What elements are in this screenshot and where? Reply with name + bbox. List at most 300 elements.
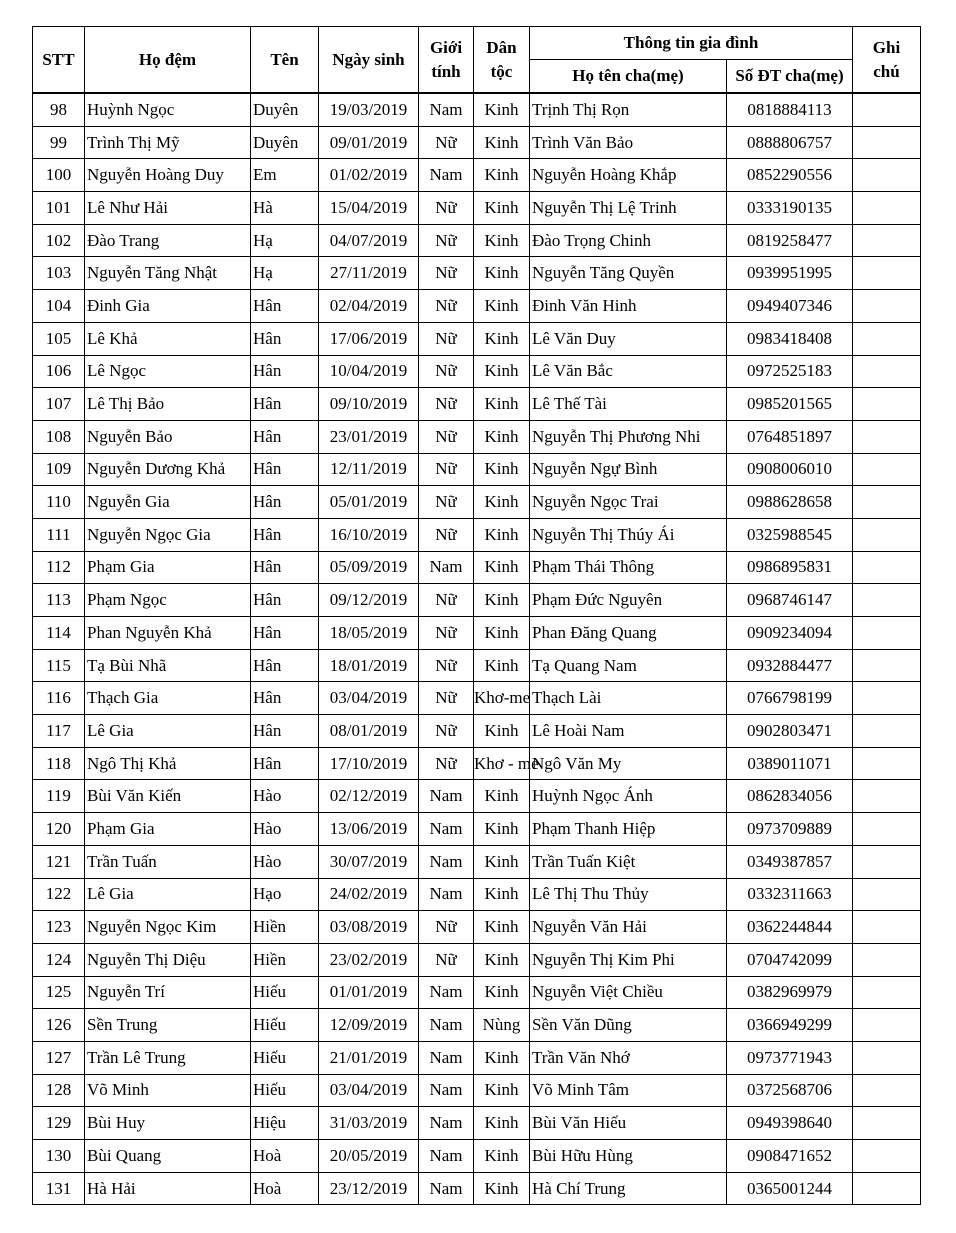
cell-dan-toc: Kinh bbox=[474, 1041, 530, 1074]
table-row bbox=[33, 224, 921, 257]
header-stt: STT bbox=[33, 27, 85, 94]
cell-ghi-chu bbox=[853, 682, 921, 715]
cell-parent-name: Nguyễn Hoàng Khắp bbox=[530, 159, 727, 192]
cell-ghi-chu bbox=[853, 192, 921, 225]
cell-ho-dem: Lê Gia bbox=[85, 878, 251, 911]
cell-ngay-sinh: 23/12/2019 bbox=[319, 1172, 419, 1205]
cell-parent-name: Võ Minh Tâm bbox=[530, 1074, 727, 1107]
cell-ngay-sinh: 10/04/2019 bbox=[319, 355, 419, 388]
cell-parent-phone: 0983418408 bbox=[727, 322, 853, 355]
cell-stt: 110 bbox=[33, 486, 85, 519]
cell-ghi-chu bbox=[853, 159, 921, 192]
cell-gioi-tinh: Nữ bbox=[419, 617, 474, 650]
header-ho-dem: Họ đệm bbox=[85, 27, 251, 94]
cell-ngay-sinh: 01/02/2019 bbox=[319, 159, 419, 192]
cell-ghi-chu bbox=[853, 551, 921, 584]
cell-stt: 99 bbox=[33, 126, 85, 159]
cell-gioi-tinh: Nữ bbox=[419, 715, 474, 748]
table-row bbox=[33, 355, 921, 388]
cell-gioi-tinh: Nữ bbox=[419, 224, 474, 257]
header-parent-phone: Số ĐT cha(mẹ) bbox=[727, 60, 853, 94]
cell-ho-dem: Nguyễn Tăng Nhật bbox=[85, 257, 251, 290]
cell-parent-phone: 0333190135 bbox=[727, 192, 853, 225]
cell-gioi-tinh: Nam bbox=[419, 1009, 474, 1042]
cell-dan-toc: Kinh bbox=[474, 388, 530, 421]
cell-ngay-sinh: 20/05/2019 bbox=[319, 1140, 419, 1173]
header-ghi-chu: Ghi chú bbox=[853, 27, 921, 94]
cell-dan-toc: Kinh bbox=[474, 93, 530, 126]
cell-ghi-chu bbox=[853, 1009, 921, 1042]
cell-parent-name: Nguyễn Ngự Bình bbox=[530, 453, 727, 486]
cell-stt: 129 bbox=[33, 1107, 85, 1140]
cell-ho-dem: Nguyễn Ngọc Gia bbox=[85, 518, 251, 551]
cell-gioi-tinh: Nam bbox=[419, 845, 474, 878]
cell-gioi-tinh: Nữ bbox=[419, 420, 474, 453]
student-table bbox=[32, 26, 921, 1205]
cell-gioi-tinh: Nam bbox=[419, 976, 474, 1009]
cell-ten: Hiếu bbox=[251, 1074, 319, 1107]
cell-parent-name: Hà Chí Trung bbox=[530, 1172, 727, 1205]
cell-ghi-chu bbox=[853, 943, 921, 976]
cell-dan-toc: Kinh bbox=[474, 355, 530, 388]
cell-ngay-sinh: 09/01/2019 bbox=[319, 126, 419, 159]
cell-ten: Duyên bbox=[251, 126, 319, 159]
cell-ten: Hà bbox=[251, 192, 319, 225]
cell-ho-dem: Trình Thị Mỹ bbox=[85, 126, 251, 159]
cell-ten: Hân bbox=[251, 453, 319, 486]
cell-ten: Hào bbox=[251, 780, 319, 813]
cell-ho-dem: Đào Trang bbox=[85, 224, 251, 257]
cell-stt: 128 bbox=[33, 1074, 85, 1107]
cell-parent-name: Nguyễn Thị Phương Nhi bbox=[530, 420, 727, 453]
cell-ten: Em bbox=[251, 159, 319, 192]
cell-parent-phone: 0766798199 bbox=[727, 682, 853, 715]
cell-dan-toc: Kinh bbox=[474, 551, 530, 584]
cell-parent-name: Lê Hoài Nam bbox=[530, 715, 727, 748]
table-row bbox=[33, 682, 921, 715]
cell-ghi-chu bbox=[853, 257, 921, 290]
table-row bbox=[33, 845, 921, 878]
cell-parent-phone: 0382969979 bbox=[727, 976, 853, 1009]
cell-dan-toc: Kinh bbox=[474, 976, 530, 1009]
cell-ho-dem: Nguyễn Thị Diệu bbox=[85, 943, 251, 976]
cell-ngay-sinh: 05/09/2019 bbox=[319, 551, 419, 584]
cell-ho-dem: Phạm Ngọc bbox=[85, 584, 251, 617]
cell-ho-dem: Bùi Huy bbox=[85, 1107, 251, 1140]
cell-ghi-chu bbox=[853, 780, 921, 813]
cell-ten: Hiếu bbox=[251, 1041, 319, 1074]
cell-ten: Hoà bbox=[251, 1140, 319, 1173]
cell-gioi-tinh: Nữ bbox=[419, 355, 474, 388]
cell-ghi-chu bbox=[853, 1041, 921, 1074]
cell-ten: Hào bbox=[251, 813, 319, 846]
cell-ho-dem: Võ Minh bbox=[85, 1074, 251, 1107]
cell-dan-toc: Kinh bbox=[474, 224, 530, 257]
cell-ghi-chu bbox=[853, 290, 921, 323]
cell-stt: 105 bbox=[33, 322, 85, 355]
cell-gioi-tinh: Nữ bbox=[419, 453, 474, 486]
cell-parent-phone: 0973709889 bbox=[727, 813, 853, 846]
cell-ten: Hân bbox=[251, 420, 319, 453]
cell-dan-toc: Kinh bbox=[474, 780, 530, 813]
cell-gioi-tinh: Nữ bbox=[419, 682, 474, 715]
cell-stt: 123 bbox=[33, 911, 85, 944]
cell-stt: 118 bbox=[33, 747, 85, 780]
cell-ghi-chu bbox=[853, 1172, 921, 1205]
table-row bbox=[33, 290, 921, 323]
cell-gioi-tinh: Nữ bbox=[419, 911, 474, 944]
cell-parent-phone: 0704742099 bbox=[727, 943, 853, 976]
cell-stt: 113 bbox=[33, 584, 85, 617]
cell-stt: 127 bbox=[33, 1041, 85, 1074]
cell-ten: Duyên bbox=[251, 93, 319, 126]
header-ngay-sinh: Ngày sinh bbox=[319, 27, 419, 94]
cell-ngay-sinh: 18/01/2019 bbox=[319, 649, 419, 682]
cell-ngay-sinh: 01/01/2019 bbox=[319, 976, 419, 1009]
table-row bbox=[33, 584, 921, 617]
cell-ho-dem: Nguyễn Gia bbox=[85, 486, 251, 519]
cell-gioi-tinh: Nữ bbox=[419, 518, 474, 551]
table-row bbox=[33, 551, 921, 584]
cell-ghi-chu bbox=[853, 1107, 921, 1140]
cell-dan-toc: Kinh bbox=[474, 813, 530, 846]
cell-ngay-sinh: 02/04/2019 bbox=[319, 290, 419, 323]
cell-ten: Hiền bbox=[251, 943, 319, 976]
cell-ngay-sinh: 12/11/2019 bbox=[319, 453, 419, 486]
cell-ghi-chu bbox=[853, 388, 921, 421]
cell-parent-phone: 0372568706 bbox=[727, 1074, 853, 1107]
table-row bbox=[33, 813, 921, 846]
cell-ho-dem: Nguyễn Ngọc Kim bbox=[85, 911, 251, 944]
cell-dan-toc: Kinh bbox=[474, 290, 530, 323]
cell-ho-dem: Đinh Gia bbox=[85, 290, 251, 323]
cell-stt: 112 bbox=[33, 551, 85, 584]
cell-stt: 107 bbox=[33, 388, 85, 421]
cell-ho-dem: Bùi Văn Kiến bbox=[85, 780, 251, 813]
cell-ho-dem: Lê Thị Bảo bbox=[85, 388, 251, 421]
cell-ten: Hạ bbox=[251, 257, 319, 290]
cell-gioi-tinh: Nữ bbox=[419, 290, 474, 323]
table-row bbox=[33, 1009, 921, 1042]
cell-gioi-tinh: Nam bbox=[419, 1140, 474, 1173]
cell-dan-toc: Kinh bbox=[474, 715, 530, 748]
cell-parent-phone: 0909234094 bbox=[727, 617, 853, 650]
cell-ten: Hiếu bbox=[251, 976, 319, 1009]
cell-ngay-sinh: 30/07/2019 bbox=[319, 845, 419, 878]
cell-parent-phone: 0939951995 bbox=[727, 257, 853, 290]
cell-gioi-tinh: Nữ bbox=[419, 486, 474, 519]
cell-ghi-chu bbox=[853, 1140, 921, 1173]
cell-ho-dem: Nguyễn Dương Khả bbox=[85, 453, 251, 486]
cell-dan-toc: Kinh bbox=[474, 420, 530, 453]
cell-parent-phone: 0973771943 bbox=[727, 1041, 853, 1074]
cell-stt: 109 bbox=[33, 453, 85, 486]
cell-dan-toc: Kinh bbox=[474, 845, 530, 878]
header-family-info: Thông tin gia đình bbox=[530, 27, 853, 60]
table-body bbox=[33, 93, 921, 1205]
cell-parent-name: Nguyễn Thị Kim Phi bbox=[530, 943, 727, 976]
cell-parent-name: Đào Trọng Chinh bbox=[530, 224, 727, 257]
cell-ghi-chu bbox=[853, 617, 921, 650]
cell-ten: Hân bbox=[251, 584, 319, 617]
cell-dan-toc: Kinh bbox=[474, 486, 530, 519]
table-row bbox=[33, 747, 921, 780]
table-row bbox=[33, 1041, 921, 1074]
cell-ngay-sinh: 17/10/2019 bbox=[319, 747, 419, 780]
cell-ngay-sinh: 09/10/2019 bbox=[319, 388, 419, 421]
cell-ghi-chu bbox=[853, 518, 921, 551]
cell-ghi-chu bbox=[853, 911, 921, 944]
cell-ho-dem: Bùi Quang bbox=[85, 1140, 251, 1173]
cell-gioi-tinh: Nữ bbox=[419, 584, 474, 617]
cell-parent-name: Trình Văn Bảo bbox=[530, 126, 727, 159]
cell-ghi-chu bbox=[853, 747, 921, 780]
cell-stt: 124 bbox=[33, 943, 85, 976]
cell-dan-toc: Khơ - me bbox=[474, 747, 530, 780]
cell-parent-name: Nguyễn Văn Hải bbox=[530, 911, 727, 944]
cell-ho-dem: Tạ Bùi Nhã bbox=[85, 649, 251, 682]
table-row bbox=[33, 453, 921, 486]
cell-ngay-sinh: 09/12/2019 bbox=[319, 584, 419, 617]
cell-gioi-tinh: Nam bbox=[419, 1041, 474, 1074]
header-ten: Tên bbox=[251, 27, 319, 94]
cell-ghi-chu bbox=[853, 126, 921, 159]
cell-parent-phone: 0389011071 bbox=[727, 747, 853, 780]
cell-parent-phone: 0968746147 bbox=[727, 584, 853, 617]
table-row bbox=[33, 1140, 921, 1173]
table-row bbox=[33, 878, 921, 911]
cell-ten: Hiếu bbox=[251, 1009, 319, 1042]
cell-ghi-chu bbox=[853, 453, 921, 486]
cell-ghi-chu bbox=[853, 976, 921, 1009]
cell-parent-name: Nguyễn Thị Thúy Ái bbox=[530, 518, 727, 551]
cell-stt: 119 bbox=[33, 780, 85, 813]
table-row bbox=[33, 649, 921, 682]
cell-ghi-chu bbox=[853, 224, 921, 257]
cell-ho-dem: Nguyễn Bảo bbox=[85, 420, 251, 453]
table-row bbox=[33, 93, 921, 126]
cell-parent-name: Huỳnh Ngọc Ánh bbox=[530, 780, 727, 813]
cell-ngay-sinh: 18/05/2019 bbox=[319, 617, 419, 650]
cell-ho-dem: Hà Hải bbox=[85, 1172, 251, 1205]
cell-ten: Hào bbox=[251, 845, 319, 878]
cell-parent-name: Thạch Lài bbox=[530, 682, 727, 715]
cell-ngay-sinh: 03/08/2019 bbox=[319, 911, 419, 944]
cell-dan-toc: Kinh bbox=[474, 518, 530, 551]
cell-dan-toc: Kinh bbox=[474, 911, 530, 944]
cell-ngay-sinh: 31/03/2019 bbox=[319, 1107, 419, 1140]
cell-ten: Hiệu bbox=[251, 1107, 319, 1140]
cell-stt: 115 bbox=[33, 649, 85, 682]
cell-dan-toc: Kinh bbox=[474, 192, 530, 225]
cell-gioi-tinh: Nữ bbox=[419, 747, 474, 780]
cell-ten: Hân bbox=[251, 682, 319, 715]
cell-ghi-chu bbox=[853, 845, 921, 878]
table-row bbox=[33, 322, 921, 355]
cell-stt: 111 bbox=[33, 518, 85, 551]
cell-ngay-sinh: 03/04/2019 bbox=[319, 682, 419, 715]
cell-ghi-chu bbox=[853, 420, 921, 453]
cell-ho-dem: Lê Khả bbox=[85, 322, 251, 355]
cell-ngay-sinh: 08/01/2019 bbox=[319, 715, 419, 748]
cell-parent-phone: 0949407346 bbox=[727, 290, 853, 323]
cell-ho-dem: Phan Nguyễn Khả bbox=[85, 617, 251, 650]
cell-parent-name: Sền Văn Dũng bbox=[530, 1009, 727, 1042]
cell-ngay-sinh: 27/11/2019 bbox=[319, 257, 419, 290]
table-row bbox=[33, 1172, 921, 1205]
cell-parent-name: Phạm Thái Thông bbox=[530, 551, 727, 584]
cell-stt: 106 bbox=[33, 355, 85, 388]
cell-gioi-tinh: Nam bbox=[419, 878, 474, 911]
cell-parent-phone: 0764851897 bbox=[727, 420, 853, 453]
table-row bbox=[33, 388, 921, 421]
cell-ten: Hoà bbox=[251, 1172, 319, 1205]
cell-parent-name: Bùi Văn Hiếu bbox=[530, 1107, 727, 1140]
cell-ten: Hạo bbox=[251, 878, 319, 911]
table-row bbox=[33, 617, 921, 650]
cell-dan-toc: Kinh bbox=[474, 322, 530, 355]
cell-dan-toc: Nùng bbox=[474, 1009, 530, 1042]
cell-gioi-tinh: Nữ bbox=[419, 943, 474, 976]
cell-parent-name: Phan Đăng Quang bbox=[530, 617, 727, 650]
cell-gioi-tinh: Nam bbox=[419, 93, 474, 126]
cell-stt: 100 bbox=[33, 159, 85, 192]
cell-dan-toc: Kinh bbox=[474, 1140, 530, 1173]
cell-parent-phone: 0908006010 bbox=[727, 453, 853, 486]
cell-ten: Hiền bbox=[251, 911, 319, 944]
cell-parent-phone: 0819258477 bbox=[727, 224, 853, 257]
cell-ghi-chu bbox=[853, 1074, 921, 1107]
cell-ten: Hân bbox=[251, 322, 319, 355]
table-row bbox=[33, 159, 921, 192]
cell-ghi-chu bbox=[853, 715, 921, 748]
cell-ghi-chu bbox=[853, 322, 921, 355]
cell-ho-dem: Nguyễn Trí bbox=[85, 976, 251, 1009]
table-row bbox=[33, 192, 921, 225]
cell-parent-name: Trần Văn Nhớ bbox=[530, 1041, 727, 1074]
cell-ho-dem: Thạch Gia bbox=[85, 682, 251, 715]
cell-ngay-sinh: 03/04/2019 bbox=[319, 1074, 419, 1107]
cell-stt: 103 bbox=[33, 257, 85, 290]
cell-parent-phone: 0908471652 bbox=[727, 1140, 853, 1173]
cell-parent-name: Đinh Văn Hinh bbox=[530, 290, 727, 323]
cell-parent-phone: 0902803471 bbox=[727, 715, 853, 748]
cell-parent-name: Nguyễn Thị Lệ Trinh bbox=[530, 192, 727, 225]
cell-ten: Hân bbox=[251, 486, 319, 519]
table-row bbox=[33, 126, 921, 159]
cell-ghi-chu bbox=[853, 584, 921, 617]
cell-ho-dem: Huỳnh Ngọc bbox=[85, 93, 251, 126]
cell-ngay-sinh: 21/01/2019 bbox=[319, 1041, 419, 1074]
cell-ho-dem: Trần Tuấn bbox=[85, 845, 251, 878]
cell-ngay-sinh: 05/01/2019 bbox=[319, 486, 419, 519]
cell-ngay-sinh: 16/10/2019 bbox=[319, 518, 419, 551]
cell-parent-name: Lê Thế Tài bbox=[530, 388, 727, 421]
cell-parent-name: Nguyễn Tăng Quyền bbox=[530, 257, 727, 290]
cell-parent-phone: 0362244844 bbox=[727, 911, 853, 944]
cell-stt: 98 bbox=[33, 93, 85, 126]
cell-parent-phone: 0888806757 bbox=[727, 126, 853, 159]
table-row bbox=[33, 943, 921, 976]
table-row bbox=[33, 1074, 921, 1107]
cell-ten: Hân bbox=[251, 518, 319, 551]
cell-parent-name: Lê Văn Duy bbox=[530, 322, 727, 355]
cell-ten: Hân bbox=[251, 355, 319, 388]
cell-dan-toc: Khơ-me bbox=[474, 682, 530, 715]
table-row bbox=[33, 715, 921, 748]
table-row bbox=[33, 518, 921, 551]
cell-ngay-sinh: 12/09/2019 bbox=[319, 1009, 419, 1042]
cell-parent-phone: 0985201565 bbox=[727, 388, 853, 421]
cell-ho-dem: Ngô Thị Khả bbox=[85, 747, 251, 780]
cell-parent-phone: 0365001244 bbox=[727, 1172, 853, 1205]
cell-ngay-sinh: 02/12/2019 bbox=[319, 780, 419, 813]
header-parent-name: Họ tên cha(mẹ) bbox=[530, 60, 727, 94]
cell-dan-toc: Kinh bbox=[474, 584, 530, 617]
cell-ten: Hân bbox=[251, 617, 319, 650]
cell-parent-name: Trịnh Thị Rọn bbox=[530, 93, 727, 126]
cell-dan-toc: Kinh bbox=[474, 943, 530, 976]
table-row bbox=[33, 780, 921, 813]
cell-parent-phone: 0986895831 bbox=[727, 551, 853, 584]
cell-parent-phone: 0949398640 bbox=[727, 1107, 853, 1140]
cell-ngay-sinh: 19/03/2019 bbox=[319, 93, 419, 126]
table-row bbox=[33, 911, 921, 944]
cell-parent-name: Trần Tuấn Kiệt bbox=[530, 845, 727, 878]
cell-gioi-tinh: Nữ bbox=[419, 192, 474, 225]
cell-gioi-tinh: Nam bbox=[419, 159, 474, 192]
cell-gioi-tinh: Nam bbox=[419, 551, 474, 584]
cell-stt: 117 bbox=[33, 715, 85, 748]
cell-parent-phone: 0366949299 bbox=[727, 1009, 853, 1042]
cell-ghi-chu bbox=[853, 355, 921, 388]
cell-parent-name: Phạm Thanh Hiệp bbox=[530, 813, 727, 846]
cell-parent-name: Ngô Văn My bbox=[530, 747, 727, 780]
cell-ghi-chu bbox=[853, 878, 921, 911]
cell-parent-phone: 0325988545 bbox=[727, 518, 853, 551]
cell-gioi-tinh: Nam bbox=[419, 1107, 474, 1140]
cell-ghi-chu bbox=[853, 649, 921, 682]
cell-ten: Hân bbox=[251, 388, 319, 421]
cell-stt: 122 bbox=[33, 878, 85, 911]
cell-dan-toc: Kinh bbox=[474, 159, 530, 192]
cell-parent-name: Bùi Hữu Hùng bbox=[530, 1140, 727, 1173]
cell-parent-name: Lê Thị Thu Thủy bbox=[530, 878, 727, 911]
cell-dan-toc: Kinh bbox=[474, 649, 530, 682]
cell-gioi-tinh: Nữ bbox=[419, 126, 474, 159]
cell-dan-toc: Kinh bbox=[474, 453, 530, 486]
cell-gioi-tinh: Nam bbox=[419, 780, 474, 813]
cell-ten: Hạ bbox=[251, 224, 319, 257]
cell-parent-name: Nguyễn Việt Chiều bbox=[530, 976, 727, 1009]
cell-stt: 131 bbox=[33, 1172, 85, 1205]
cell-gioi-tinh: Nam bbox=[419, 813, 474, 846]
cell-ngay-sinh: 04/07/2019 bbox=[319, 224, 419, 257]
cell-parent-phone: 0988628658 bbox=[727, 486, 853, 519]
table-row bbox=[33, 486, 921, 519]
cell-ten: Hân bbox=[251, 649, 319, 682]
cell-parent-name: Nguyễn Ngọc Trai bbox=[530, 486, 727, 519]
cell-parent-phone: 0349387857 bbox=[727, 845, 853, 878]
cell-stt: 121 bbox=[33, 845, 85, 878]
cell-gioi-tinh: Nữ bbox=[419, 322, 474, 355]
cell-gioi-tinh: Nữ bbox=[419, 257, 474, 290]
cell-stt: 108 bbox=[33, 420, 85, 453]
cell-stt: 104 bbox=[33, 290, 85, 323]
cell-stt: 125 bbox=[33, 976, 85, 1009]
cell-ngay-sinh: 24/02/2019 bbox=[319, 878, 419, 911]
cell-ten: Hân bbox=[251, 747, 319, 780]
